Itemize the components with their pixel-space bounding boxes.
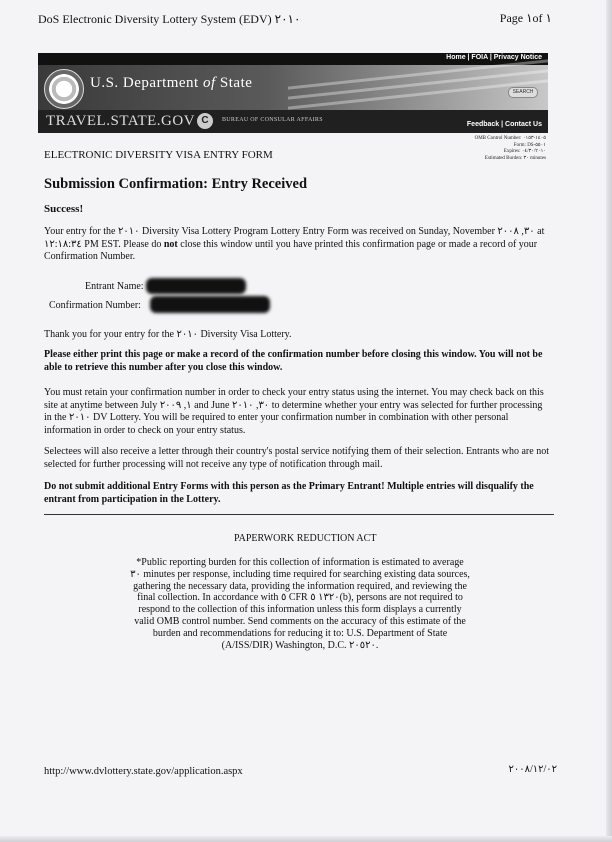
state-department-seal-icon [44,69,84,109]
entrant-name-label: Entrant Name: [85,281,144,292]
banner-top-links[interactable]: Home | FOIA | Privacy Notice [446,54,542,61]
multiple-entries-warning: Do not submit additional Entry Forms with this person as the Primary Entrant! Multiple entries will disqualify the entrant from participation in the Lottery. [44,481,534,505]
print-warning-paragraph: Please either print this page or make a record of the confirmation number before closing this window. You will not be able to retrieve this number after you close this window. [44,349,543,373]
site-banner [38,53,548,133]
status-check-paragraph: You must retain your confirmation number in order to check your entry status using the internet. You may check back on this site at anytime between July ١, ٢٠٠٩ and June ٣٠, ٢٠١٠ to determine whether your entry was selected for further processing in the ٢٠١٠ DV Lottery. You will be required to enter your confirmation number in combination with other personal information in order to check on your entry status. [44,387,544,436]
form-name: ELECTRONIC DIVERSITY VISA ENTRY FORM [44,149,273,161]
department-name: U.S. Department of State [90,75,253,91]
print-header-title: DoS Electronic Diversity Lottery System (EDV) ٢٠١٠ [38,12,301,26]
divider [44,514,554,515]
pra-body: *Public reporting burden for this collection of information is estimated to average ٣٠ minutes per response, including time required for searching existing data sources, gathering the necessary data, providing the information required, and reviewing the final collection. In accordance with ٥ CFR ١٣٢٠ ٥(b), persons are not required to respond to the collection of this information unless this form displays a currently valid OMB control number. Send comments on the accuracy of this estimate of the burden and recommendations for reducing it to: U.S. Department of State (A/ISS/DIR) Washington, D.C. ٢٠٥٢٠. [130,557,470,651]
banner-bottom-links[interactable]: Feedback | Contact Us [466,121,542,128]
consular-c-logo-icon: C [197,113,213,129]
print-header-page-number: Page ١of ١ [499,11,552,25]
print-footer-url: http://www.dvlottery.state.gov/application.aspx [44,766,243,777]
redaction-mark [150,296,270,313]
page-title: Submission Confirmation: Entry Received [44,176,308,192]
search-button[interactable]: SEARCH [508,87,538,98]
page-bottom-edge [0,836,612,842]
redaction-mark [146,278,246,294]
omb-info: OMB Control Number: ١٤٠٥-٠١٥٣ Form: DS-٥٥٠١ Expires: ٠٤/٣٠/٢٠١٠ Estimated Burden: ٣٠ minutes [474,136,546,161]
print-footer-date: ٢٠٠٨/١٢/٠٢ [508,764,557,775]
pra-title: PAPERWORK REDUCTION ACT [234,533,377,544]
confirmation-number-label: Confirmation Number: [49,300,141,311]
received-paragraph: Your entry for the ٢٠١٠ Diversity Visa Lottery Program Lottery Entry Form was received on Sunday, November ٣٠, ٢٠٠٨ at ١٢:١٨:٣٤ PM EST. Please do not close this window until you have printed this confirmation page or made a record of your Confirmation Number. [44,226,545,262]
travel-state-gov-logo[interactable]: TRAVEL.STATE.GOV [46,113,196,129]
page-edge [606,0,612,842]
selectees-paragraph: Selectees will also receive a letter through their country's postal service notifying them of their selection. Entrants who are not selected for further processing will not receive any type of notification through mail. [44,446,549,470]
thank-you-paragraph: Thank you for your entry for the ٢٠١٠ Diversity Visa Lottery. [44,329,292,340]
bureau-name: BUREAU OF CONSULAR AFFAIRS [222,117,323,123]
success-message: Success! [44,203,84,215]
